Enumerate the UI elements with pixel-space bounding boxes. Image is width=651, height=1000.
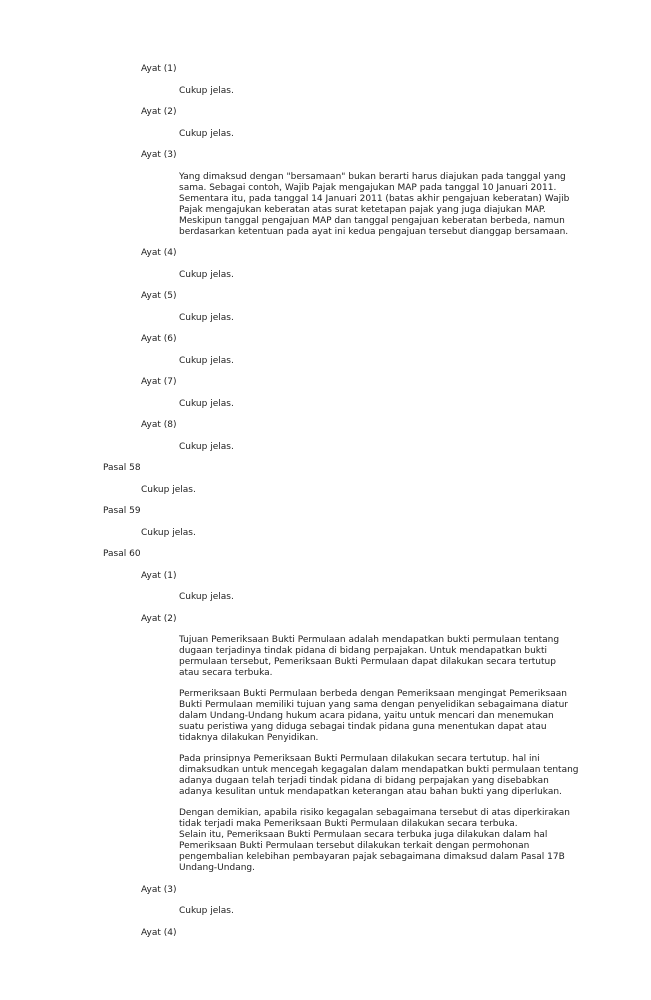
text-line: dimaksudkan untuk mencegah kegagalan dalam mendapatkan bukti permulaan tentang: [179, 765, 579, 775]
text-line: Cukup jelas.: [179, 441, 234, 452]
text-line: sama. Sebagai contoh, Wajib Pajak mengajukan MAP pada tanggal 10 Januari 2011.: [179, 182, 557, 193]
text-line: berdasarkan ketentuan pada ayat ini kedua pengajuan tersebut dianggap bersamaan.: [179, 226, 569, 237]
text-line: Cukup jelas.: [179, 355, 234, 366]
explanation-text: [0, 635, 651, 874]
ayat-heading: Ayat (2): [141, 613, 177, 624]
explanation-text: [0, 313, 651, 324]
text-line: Tujuan Pemeriksaan Bukti Permulaan adalah mendapatkan bukti permulaan tentang: [179, 635, 560, 645]
pasal-heading: Pasal 60: [103, 549, 141, 559]
text-line: Cukup jelas.: [179, 592, 234, 602]
text-line: Dengan demikian, apabila risiko kegagalan sebagaimana tersebut di atas diperkirakan: [179, 808, 570, 818]
ayat-heading: Ayat (1): [141, 570, 177, 581]
explanation-text: [0, 442, 651, 453]
text-line: atau secara terbuka.: [179, 668, 273, 678]
paragraph: [179, 689, 651, 744]
explanation-text: [0, 528, 651, 539]
ayat-heading: Ayat (5): [141, 291, 177, 301]
text-line: Cukup jelas.: [179, 312, 234, 323]
ayat-heading: Ayat (8): [141, 420, 177, 430]
pasal-heading: Pasal 58: [103, 463, 141, 473]
text-line: tidak terjadi maka Pemeriksaan Bukti Permulaan dilakukan secara terbuka.: [179, 819, 518, 829]
text-line: Cukup jelas.: [179, 128, 234, 139]
explanation-text: [0, 86, 651, 97]
explanation-text: [0, 485, 651, 496]
text-line: suatu peristiwa yang diduga sebagai tindak pidana guna menentukan dapat atau: [179, 722, 547, 732]
paragraph: [179, 635, 651, 679]
paragraph: [179, 808, 651, 874]
text-line: permulaan tersebut, Pemeriksaan Bukti Permulaan dapat dilakukan secara tertutup: [179, 657, 556, 667]
ayat-heading: Ayat (2): [141, 107, 177, 117]
explanation-text: [0, 906, 651, 917]
paragraph: [179, 86, 651, 97]
explanation-text: [0, 356, 651, 367]
paragraph: [179, 172, 651, 238]
text-line: adanya kesulitan untuk mendapatkan keterangan atau bahan bukti yang diperlukan.: [179, 787, 562, 797]
paragraph: [141, 485, 651, 496]
text-line: tidaknya dilakukan Penyidikan.: [179, 733, 319, 743]
text-line: Pada prinsipnya Pemeriksaan Bukti Permulaan dilakukan secara tertutup. hal ini: [179, 754, 540, 764]
explanation-text: [0, 172, 651, 238]
paragraph: [141, 528, 651, 539]
paragraph: [179, 129, 651, 140]
text-line: Permeriksaan Bukti Permulaan berbeda dengan Pemeriksaan mengingat Pemeriksaan: [179, 689, 567, 699]
document-body: [0, 64, 651, 949]
text-line: Bukti Permulaan memiliki tujuan yang sama dengan penyelidikan sebagaimana diatur: [179, 700, 568, 710]
text-line: adanya dugaan telah terjadi tindak pidana di bidang perpajakan yang disebabkan: [179, 776, 549, 786]
explanation-text: [0, 270, 651, 281]
ayat-heading: Ayat (3): [141, 150, 177, 160]
ayat-heading: Ayat (4): [141, 248, 177, 258]
ayat-heading: Ayat (1): [141, 64, 177, 74]
paragraph: [179, 313, 651, 324]
pasal-heading: Pasal 59: [103, 506, 141, 516]
text-line: Meskipun tanggal pengajuan MAP dan tanggal pengajuan keberatan berbeda, namun: [179, 215, 565, 226]
paragraph: [179, 906, 651, 917]
paragraph: [179, 754, 651, 798]
text-line: Pajak mengajukan keberatan atas surat ketetapan pajak yang juga diajukan MAP.: [179, 204, 546, 215]
text-line: dalam Undang-Undang hukum acara pidana, yaitu untuk mencari dan menemukan: [179, 711, 554, 721]
text-line: Yang dimaksud dengan "bersamaan" bukan berarti harus diajukan pada tanggal yang: [179, 171, 566, 182]
text-line: Cukup jelas.: [141, 484, 196, 495]
ayat-heading: Ayat (4): [141, 927, 177, 938]
explanation-text: [0, 399, 651, 410]
text-line: Undang-Undang.: [179, 863, 255, 873]
text-line: dugaan terjadinya tindak pidana di bidang perpajakan. Untuk mendapatkan bukti: [179, 646, 548, 656]
paragraph: [179, 356, 651, 367]
paragraph: [179, 399, 651, 410]
text-line: Cukup jelas.: [179, 269, 234, 280]
explanation-text: [0, 129, 651, 140]
text-line: Sementara itu, pada tanggal 14 Januari 2011 (batas akhir pengajuan keberatan) Wajib: [179, 193, 570, 204]
explanation-text: [0, 592, 651, 603]
text-line: Pemeriksaan Bukti Permulaan tersebut dilakukan terkait dengan permohonan: [179, 841, 530, 851]
text-line: Cukup jelas.: [141, 527, 196, 538]
text-line: Selain itu, Pemeriksaan Bukti Permulaan secara terbuka juga dilakukan dalam hal: [179, 830, 548, 840]
paragraph: [179, 442, 651, 453]
paragraph: [179, 592, 651, 603]
text-line: Cukup jelas.: [179, 85, 234, 96]
text-line: Cukup jelas.: [179, 398, 234, 409]
text-line: pengembalian kelebihan pembayaran pajak sebagaimana dimaksud dalam Pasal 17B: [179, 852, 565, 862]
ayat-heading: Ayat (6): [141, 334, 177, 344]
ayat-heading: Ayat (7): [141, 377, 177, 387]
text-line: Cukup jelas.: [179, 906, 234, 916]
ayat-heading: Ayat (3): [141, 884, 177, 895]
paragraph: [179, 270, 651, 281]
